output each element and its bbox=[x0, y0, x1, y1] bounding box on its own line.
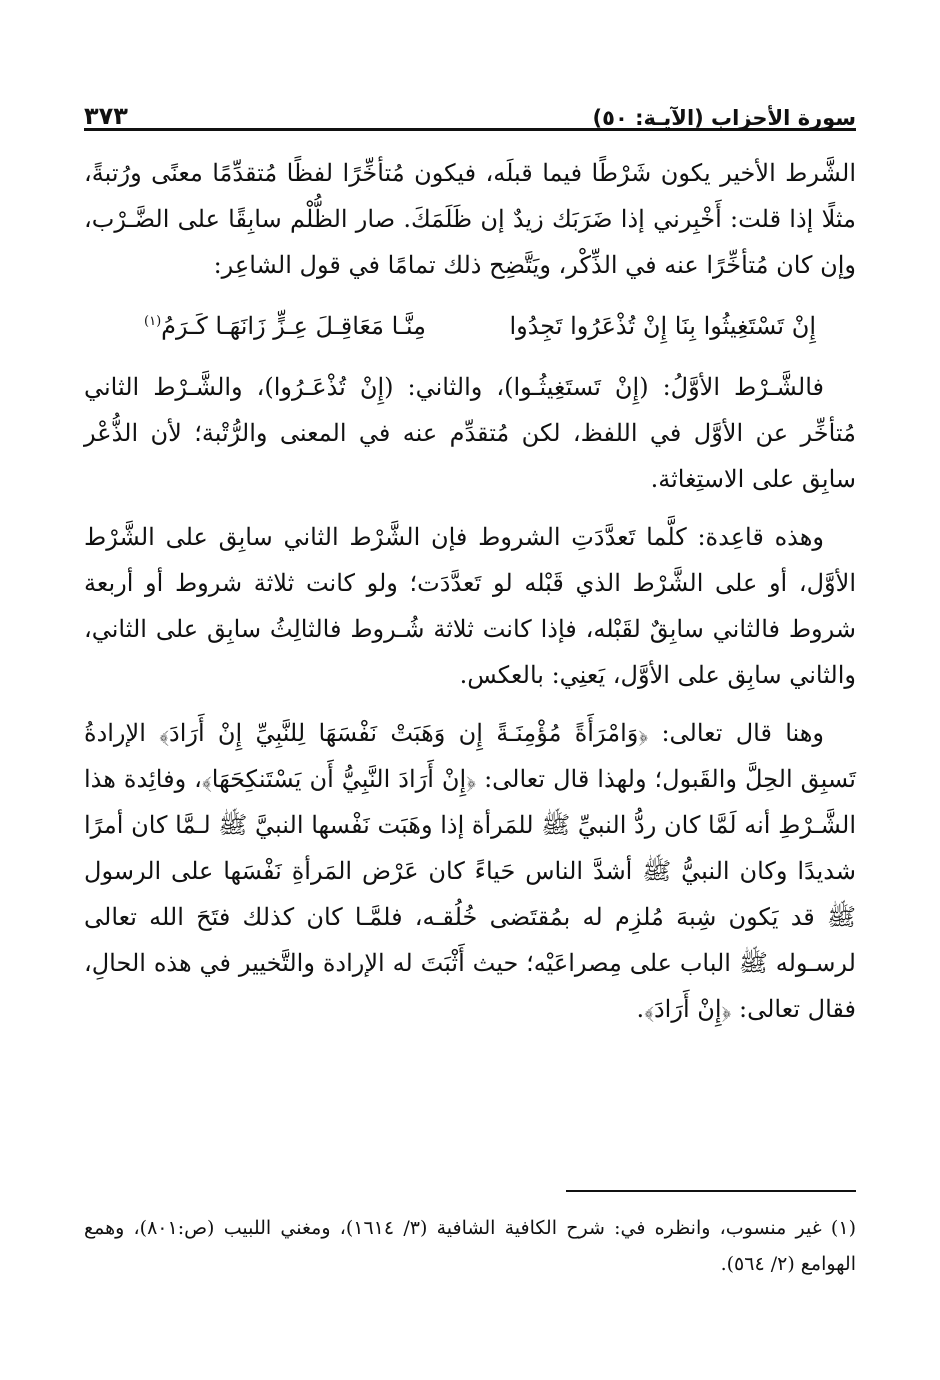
verse-second-hemistich bbox=[144, 300, 426, 352]
footnote: (١) غير منسوب، وانظره في: شرح الكافية الشافية (٣/ ١٦١٤)، ومغني اللبيب (ص:٨٠١)، وهمع الهوامع (٢/ ٥٦٤). bbox=[84, 1217, 856, 1275]
page-number: ٣٧٣ bbox=[84, 102, 128, 130]
footnote-separator bbox=[566, 1190, 856, 1192]
poetry-verse bbox=[84, 300, 856, 352]
main-text bbox=[84, 150, 856, 1044]
verse-second-hemistich-text: مِنَّـا مَعَاقِـلَ عِـزٍّ زَانَهَـا كَـرَمُ bbox=[161, 312, 427, 340]
running-header bbox=[84, 88, 856, 130]
paragraph-3: وهذه قاعِدة: كلَّما تَعدَّدَتِ الشروط فإن الشَّرْط الثاني سابِق على الشَّرْط الأوَّل، أو على الشَّرْط الذي قَبْله لو تَعدَّدَت؛ ولو كانت ثلاثة شروط أو أربعة شروط فالثاني سابِقٌ لقَبْله، فإذا كانت ثلاثة شُـروط فالثالِثُ سابِق على الثاني، والثاني سابِق على الأوَّل، يَعنِي: بالعكس. bbox=[84, 523, 857, 689]
surah-header-title: سورة الأحزاب (الآيـة: ٥٠) bbox=[592, 106, 856, 130]
verse-first-hemistich: إِنْ تَسْتَغِيثُوا بِنَا إِنْ تُذْعَرُوا تَجِدُوا bbox=[509, 312, 816, 340]
paragraph-1: الشَّرط الأخير يكون شَرْطًا فيما قبلَه، فيكون مُتأخِّرًا لفظًا مُتقدِّمًا معنًى ورُتبةً، مثلًا إذا قلت: أَخْبِرني إذا ضَرَبَك زيدٌ إن ظَلَمَكَ. صار الظُّلْم سابِقًا على الضَّـرْب، وإن كان مُتأخِّرًا عنه في الذِّكْر، ويَتَّضِح ذلك تمامًا في قول الشاعِر: bbox=[84, 159, 856, 279]
footnote-marker: (١) bbox=[144, 314, 162, 329]
paragraph-2: فالشَّـرْط الأوَّلُ: (إِنْ تَستَغِيثُـوا)، والثاني: (إِنْ تُذْعَـرُوا)، والشَّـرْط الثاني مُتأخِّر عن الأوَّل في اللفظ، لكن مُتقدِّم عنه في المعنى والرُّتْبة؛ لأن الذُّعْر سابِق على الاستِغاثة. bbox=[84, 373, 856, 493]
paragraph-4: وهنا قال تعالى: ﴿وَامْرَأَةً مُؤْمِنَـةً إِن وَهَبَتْ نَفْسَهَا لِلنَّبِيِّ إِنْ أَرَادَ﴾ الإرادةُ تَسبِق الحِلَّ والقَبول؛ ولهذا قال تعالى: ﴿إِنْ أَرَادَ النَّبِيُّ أَن يَسْتَنكِحَهَا﴾، وفائِدة هذا الشَّـرْطِ أنه لَمَّا كان ردُّ النبيِّ ﷺ للمَرأة إذا وهَبَت نَفْسها النبيَّ ﷺ لـمَّا كان أمرًا شديدًا وكان النبيُّ ﷺ أشدَّ الناس حَياءً كان عَرْض المَرأةِ نَفْسَها على الرسول ﷺ قد يَكون شِبهَ مُلزِم له بمُقتَضى خُلُقـه، فلمَّـا كان كذلك فتَحَ الله تعالى لرسـوله ﷺ الباب على مِصراعَيْه؛ حيث أَثْبَتَ له الإرادة والتَّخيير في هذه الحالِ، فقال تعالى: ﴿إِنْ أَرَادَ﴾. bbox=[84, 719, 857, 1023]
header-rule bbox=[84, 128, 856, 131]
